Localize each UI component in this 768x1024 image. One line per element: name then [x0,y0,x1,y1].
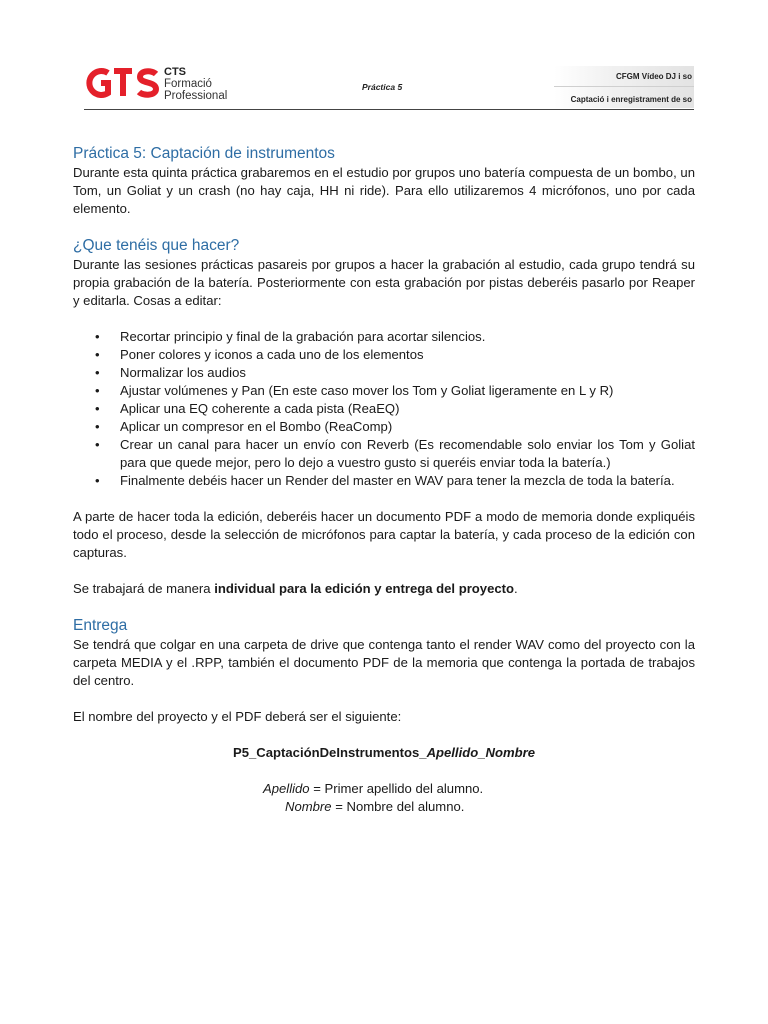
bullet-icon: • [95,329,100,344]
list-item: • Aplicar una EQ coherente a cada pista (ReaEQ) [95,401,400,416]
bullet-icon: • [95,473,100,488]
list-item: • Aplicar un compresor en el Bombo (ReaComp) [95,419,393,434]
header-practice-label: Práctica 5 [362,82,403,92]
cts-logo [84,64,244,104]
header-box-divider [554,86,694,87]
naming-definitions [73,780,695,816]
logo-text [164,66,227,102]
logo-line-2: Professional [164,90,228,102]
section-title-tasks: ¿Que tenéis que hacer? [73,237,240,254]
header-divider [84,109,694,110]
bullet-icon: • [95,419,100,434]
logo-cts: CTS [164,66,186,78]
list-item: • Normalizar los audios [95,365,246,380]
definition-nombre: Nombre = Nombre del alumno. [285,799,465,814]
individual-note: Se trabajará de manera individual para la edición y entrega del proyecto. [73,581,518,596]
definition-apellido: Apellido = Primer apellido del alumno. [263,781,484,796]
bullet-icon: • [95,347,100,362]
section-title-delivery: Entrega [73,617,128,634]
tasks-intro: Durante las sesiones prácticas pasareis por grupos a hacer la grabación al estudio, cada grupo tendrá su propia grabación de la batería. Posteriormente con esta grabación por pistas deberéis pasarlo por Reaper y editarla. Cosas a editar: [73,257,695,308]
section-title-practice: Práctica 5: Captación de instrumentos [73,145,335,162]
list-item: • Ajustar volúmenes y Pan (En este caso mover los Tom y Goliat ligeramente en L y R) [95,383,614,398]
header-course-box [554,66,694,108]
list-item: • Recortar principio y final de la grabación para acortar silencios. [95,329,486,344]
bullet-icon: • [95,383,100,398]
list-item: • Poner colores y iconos a cada uno de los elementos [95,347,424,362]
page-header [84,60,694,110]
bullet-icon: • [95,365,100,380]
list-item: • Crear un canal para hacer un envío con Reverb (Es recomendable solo enviar los Tom y Goliat para que quede mejor, pero lo dejo a vuestro gusto si queréis enviar toda la batería.) [95,437,695,470]
document-body [73,144,695,816]
bullet-icon: • [95,401,100,416]
delivery-description: Se tendrá que colgar en una carpeta de drive que contenga tanto el render WAV como del proyecto con la carpeta MEDIA y el .RPP, también el documento PDF de la memoria que contenga la portada de trabajos del centro. [73,637,695,688]
logo-line-1: Formació [164,78,212,90]
header-course: CFGM Vídeo DJ i so [615,72,692,81]
header-module: Captació i enregistrament de so [570,95,692,104]
file-name-pattern: P5_CaptaciónDeInstrumentos_Apellido_Nombre [233,745,535,760]
bullet-icon: • [95,437,100,452]
gts-logo-mark-icon [84,64,162,102]
edit-task-list [73,328,695,490]
practice-description: Durante esta quinta práctica grabaremos en el estudio por grupos uno batería compuesta de un bombo, un Tom, un Goliat y un crash (no hay caja, HH ni ride). Para ello utilizaremos 4 micrófonos, uno por cada elemento. [73,165,695,216]
list-item: • Finalmente debéis hacer un Render del master en WAV para tener la mezcla de toda la batería. [95,473,675,488]
memo-paragraph: A parte de hacer toda la edición, deberéis hacer un documento PDF a modo de memoria donde expliquéis todo el proceso, desde la selección de micrófonos para captar la batería, y cada proceso de la edición con capturas. [73,509,695,560]
naming-intro: El nombre del proyecto y el PDF deberá ser el siguiente: [73,709,402,724]
